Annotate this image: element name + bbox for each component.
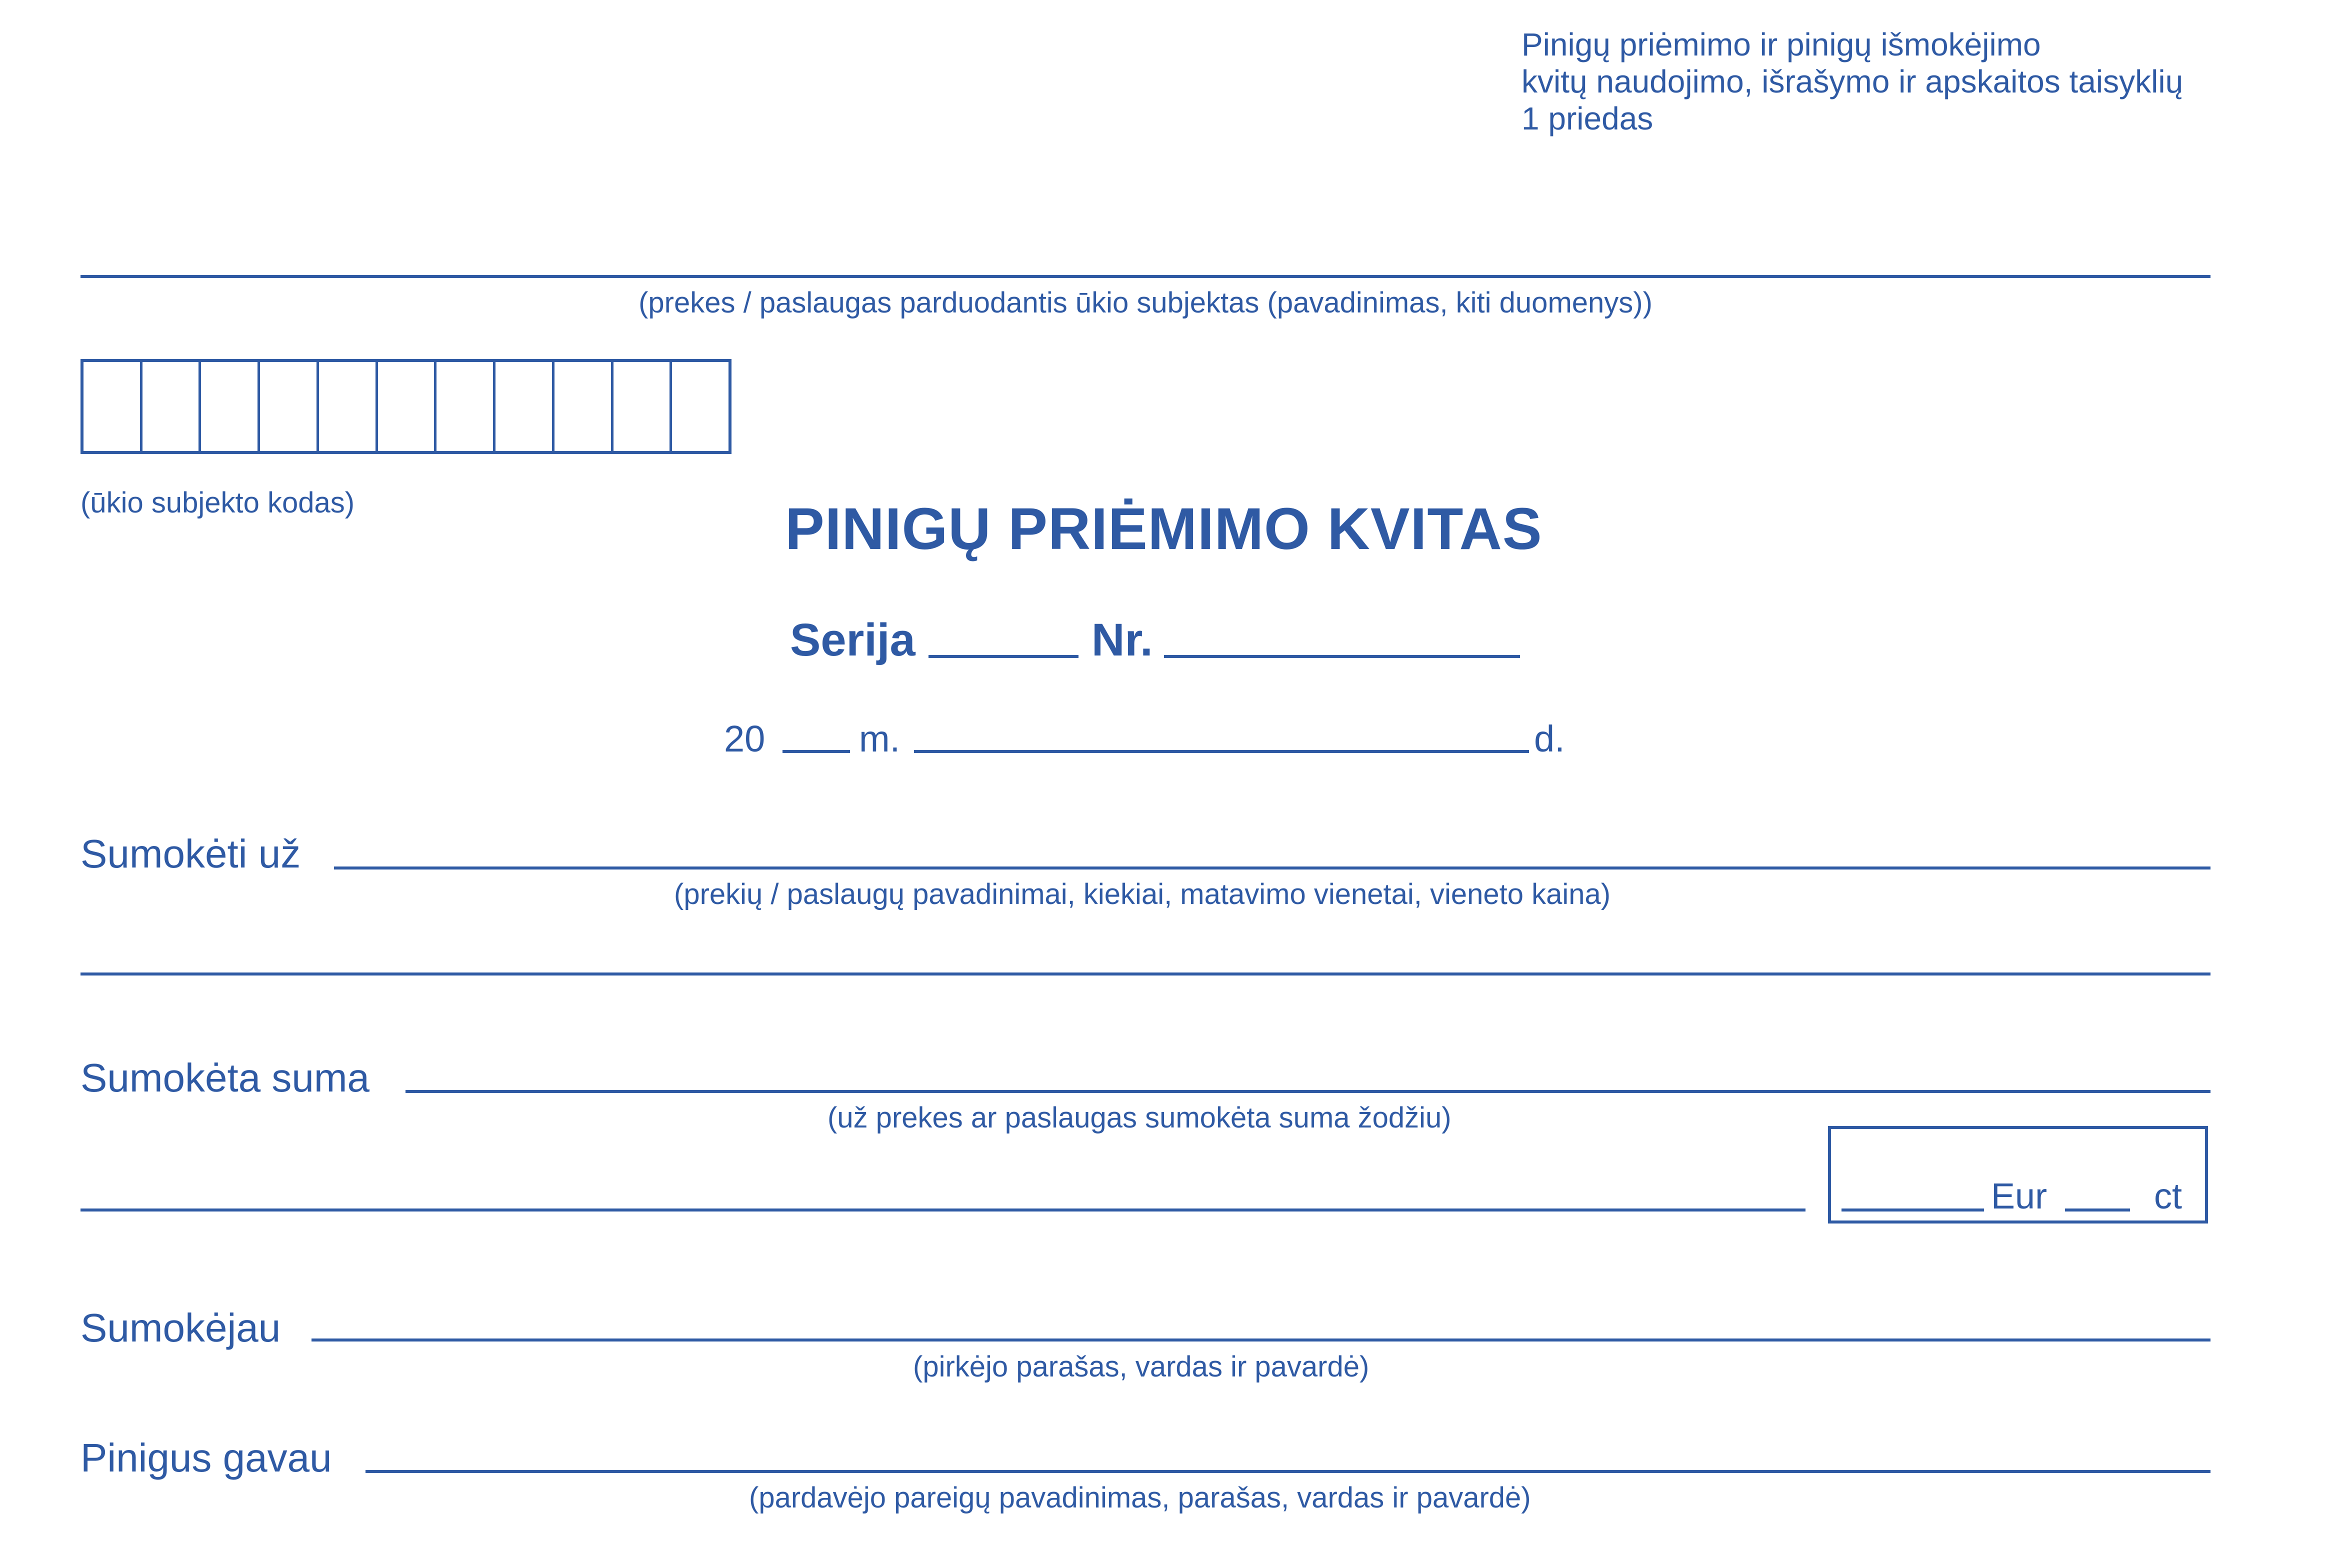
euro-label: Eur: [1991, 1176, 2048, 1216]
date-year-prefix: 20: [724, 718, 766, 760]
pay-for-label: Sumokėti už: [80, 832, 301, 876]
receiver-field[interactable]: [366, 1470, 2210, 1473]
regulation-note-line-3: 1 priedas: [1522, 100, 1654, 136]
date-month-day-field[interactable]: [914, 750, 1529, 753]
receiver-caption: (pardavėjo pareigų pavadinimas, parašas, vardas ir pavardė): [749, 1482, 1531, 1514]
payer-label: Sumokėjau: [80, 1306, 281, 1350]
entity-code-digit-box[interactable]: [554, 362, 614, 451]
payer-caption: (pirkėjo parašas, vardas ir pavardė): [913, 1350, 1370, 1383]
entity-code-digit-box[interactable]: [378, 362, 437, 451]
paid-amount-words-field[interactable]: [406, 1090, 2210, 1093]
pay-for-caption: (prekių / paslaugų pavadinimai, kiekiai, matavimo vienetai, vieneto kaina): [674, 878, 1611, 910]
cents-amount-field[interactable]: [2065, 1208, 2130, 1212]
entity-code-digit-box[interactable]: [436, 362, 496, 451]
entity-code-digit-box[interactable]: [672, 362, 728, 451]
number-field[interactable]: [1164, 655, 1520, 658]
seller-caption: (prekes / paslaugas parduodantis ūkio subjektas (pavadinimas, kiti duomenys)): [638, 286, 1652, 319]
pay-for-field-2[interactable]: [80, 972, 2210, 976]
regulation-note-line-2: kvitų naudojimo, išrašymo ir apskaitos taisyklių: [1522, 64, 2184, 100]
regulation-note-line-1: Pinigų priėmimo ir pinigų išmokėjimo: [1522, 26, 2041, 62]
series-field[interactable]: [928, 655, 1078, 658]
date-month-label: m.: [859, 718, 900, 760]
date-year-field[interactable]: [782, 750, 850, 753]
date-day-label: d.: [1534, 718, 1565, 760]
seller-field[interactable]: [80, 275, 2210, 278]
entity-code-digit-box[interactable]: [319, 362, 378, 451]
paid-amount-words-field-2[interactable]: [80, 1208, 1806, 1212]
number-label: Nr.: [1092, 614, 1153, 666]
euro-amount-field[interactable]: [1842, 1208, 1984, 1212]
document-title: PINIGŲ PRIĖMIMO KVITAS: [785, 496, 1542, 562]
entity-code-caption: (ūkio subjekto kodas): [80, 486, 355, 519]
regulation-note: [1522, 26, 2183, 137]
entity-code-digit-box[interactable]: [142, 362, 202, 451]
entity-code-digit-box[interactable]: [260, 362, 319, 451]
payer-field[interactable]: [312, 1338, 2210, 1342]
paid-amount-caption: (už prekes ar paslaugas sumokėta suma žodžiu): [828, 1102, 1452, 1134]
entity-code-digit-box[interactable]: [496, 362, 554, 451]
series-label: Serija: [790, 614, 916, 666]
entity-code-digit-box[interactable]: [201, 362, 260, 451]
pay-for-field[interactable]: [334, 866, 2210, 870]
entity-code-boxes: [80, 359, 732, 454]
receiver-label: Pinigus gavau: [80, 1436, 332, 1480]
paid-amount-label: Sumokėta suma: [80, 1056, 370, 1100]
entity-code-digit-box[interactable]: [614, 362, 672, 451]
cents-label: ct: [2154, 1176, 2182, 1216]
entity-code-digit-box[interactable]: [84, 362, 142, 451]
